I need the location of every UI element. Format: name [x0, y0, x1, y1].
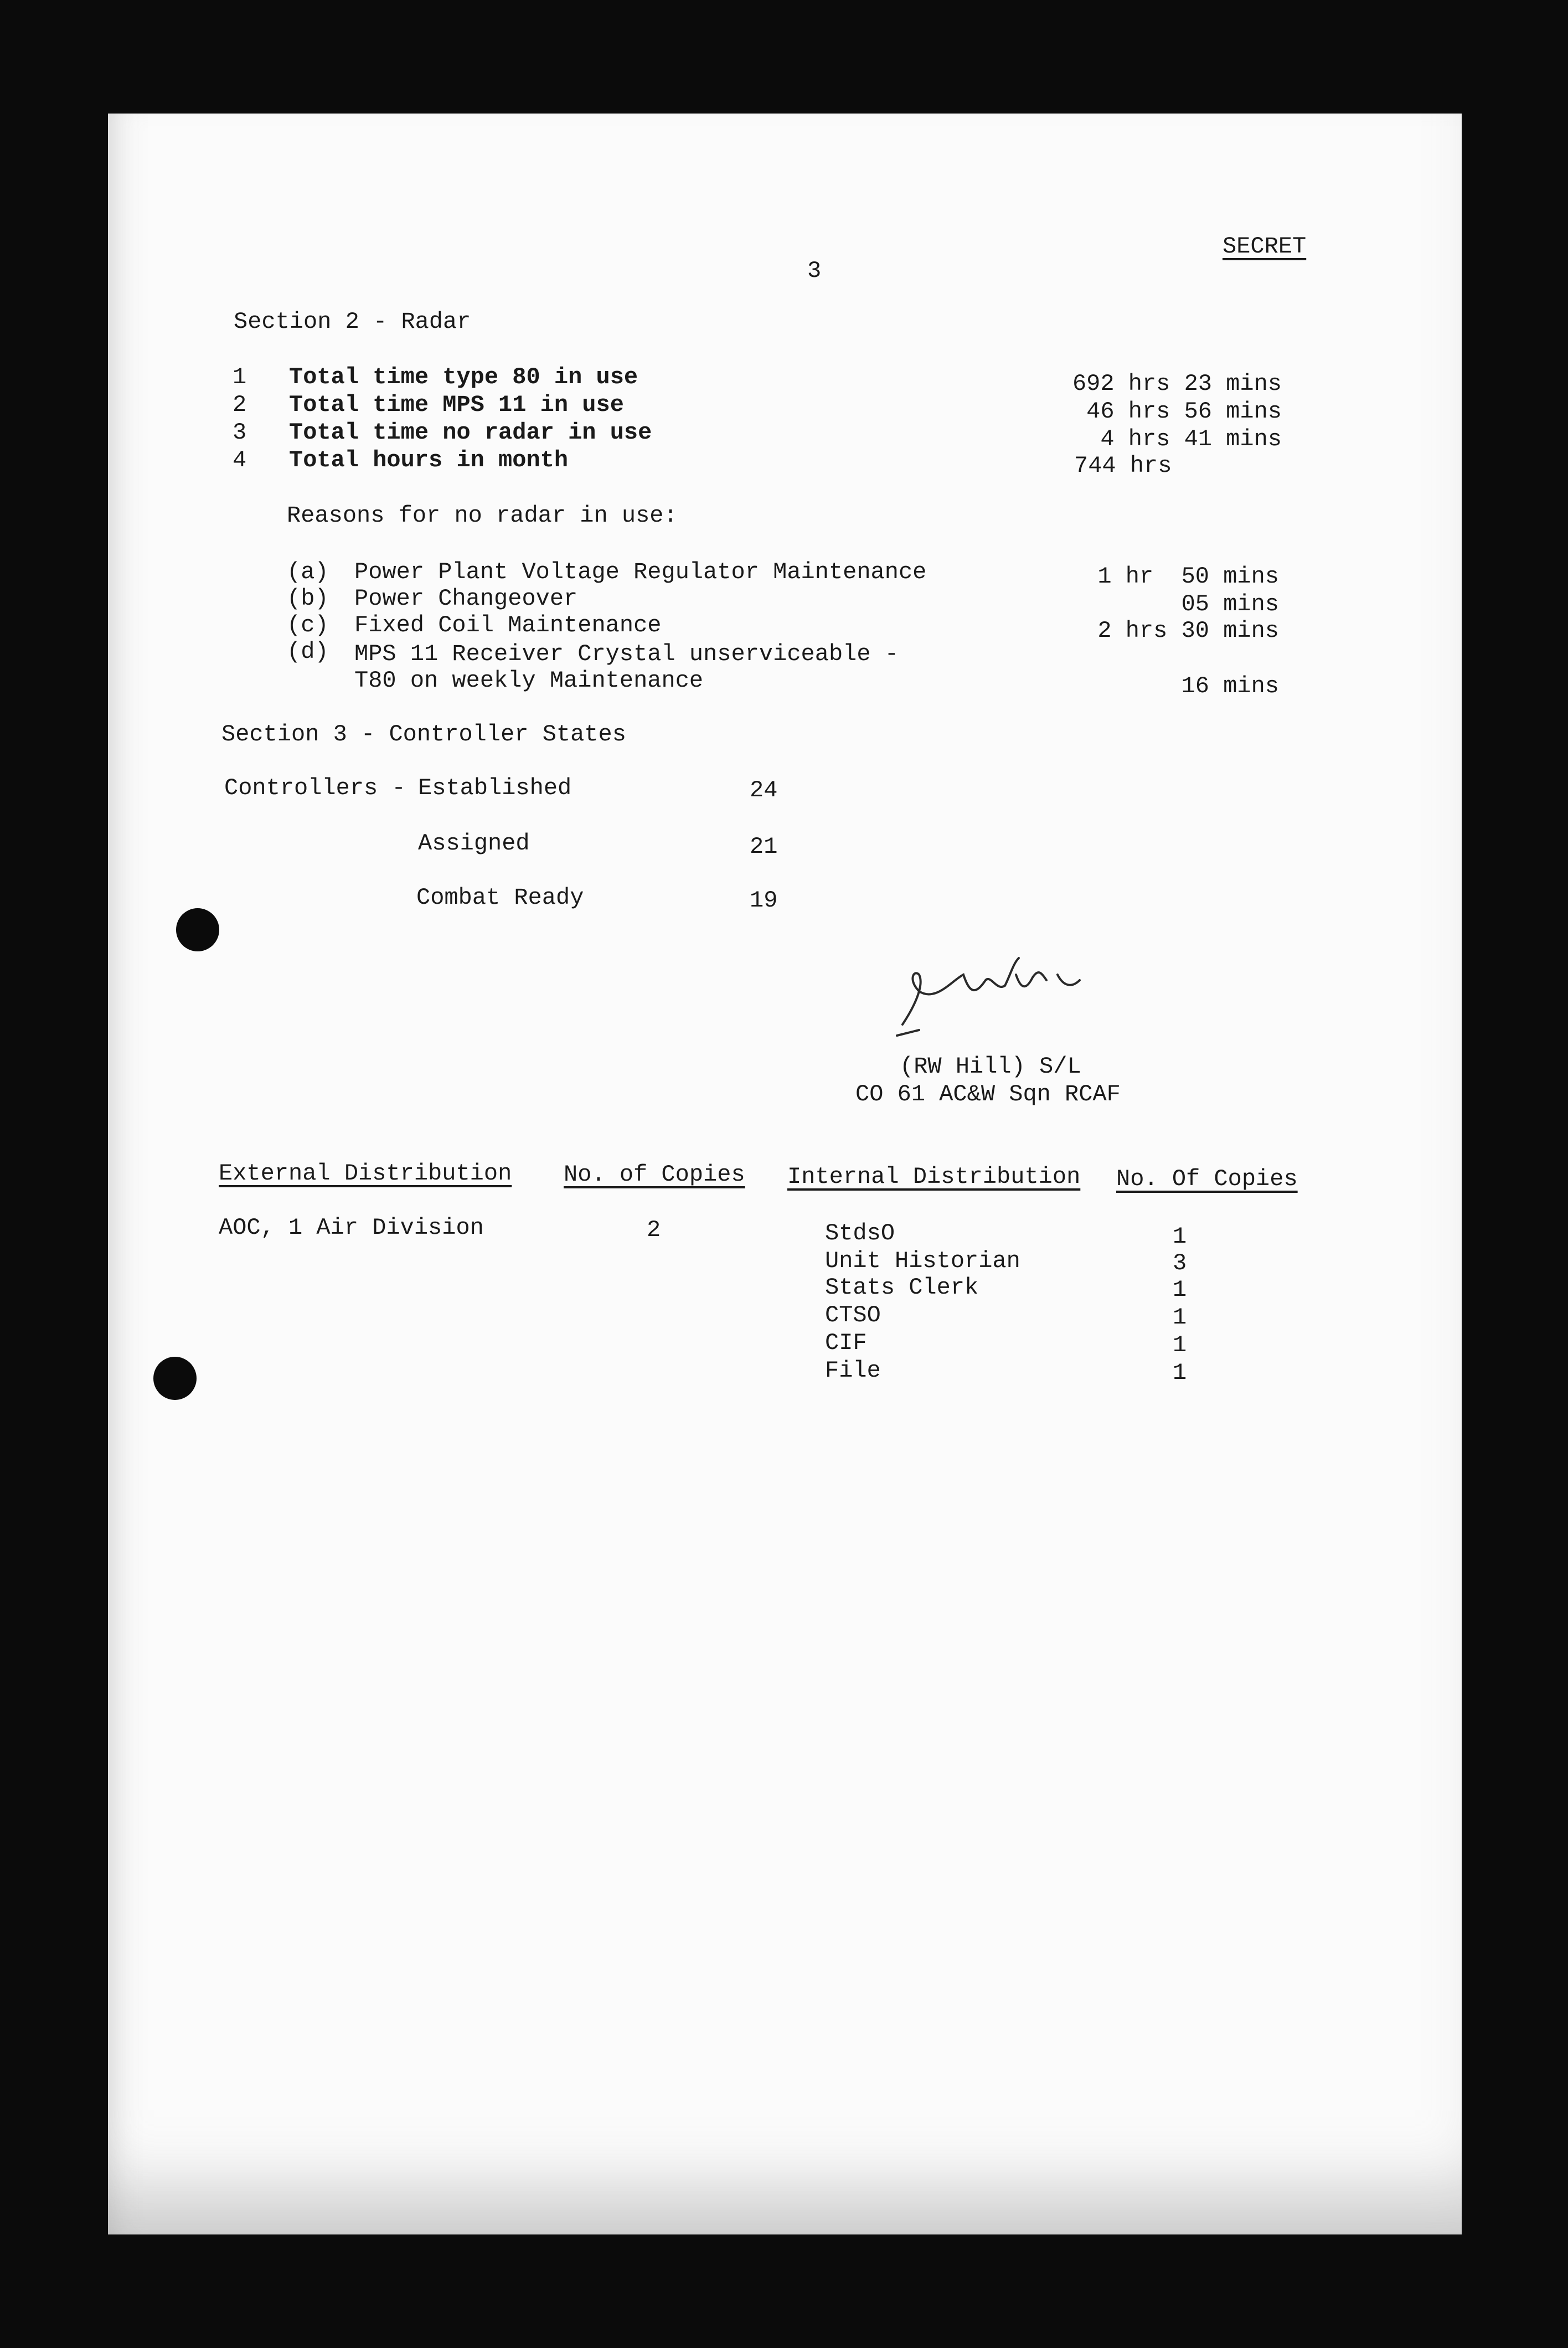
internal-recipient: StdsO	[825, 1220, 895, 1247]
item-value: 4 hrs 41 mins	[1100, 426, 1282, 452]
controller-row-value: 19	[750, 887, 778, 914]
item-label: Total hours in month	[289, 447, 569, 473]
reason-text: Fixed Coil Maintenance	[354, 612, 662, 639]
external-copies-header: No. of Copies	[564, 1161, 745, 1188]
page-number: 3	[807, 258, 822, 284]
signatory-name: (RW Hill) S/L	[900, 1053, 1081, 1080]
internal-recipient: Unit Historian	[825, 1248, 1020, 1274]
classification-marking: SECRET	[1223, 233, 1307, 260]
reason-letter: (b)	[287, 585, 329, 612]
reason-value: 16 mins	[1181, 673, 1279, 699]
internal-copies: 1	[1173, 1332, 1187, 1358]
internal-copies-header: No. Of Copies	[1116, 1166, 1298, 1192]
external-copies: 2	[647, 1217, 661, 1243]
section3-title: Section 3 - Controller States	[221, 721, 626, 748]
controller-row-label: Assigned	[418, 830, 530, 857]
internal-copies: 1	[1173, 1304, 1187, 1331]
internal-copies: 1	[1173, 1360, 1187, 1386]
controller-row-value: 24	[750, 777, 778, 804]
controller-row-label: Combat Ready	[416, 884, 584, 911]
reasons-heading: Reasons for no radar in use:	[287, 502, 678, 529]
internal-copies: 1	[1173, 1276, 1187, 1303]
section2-title: Section 2 - Radar	[234, 308, 471, 335]
internal-distribution-header: Internal Distribution	[787, 1163, 1081, 1190]
item-value: 692 hrs 23 mins	[1072, 370, 1282, 397]
external-recipient: AOC, 1 Air Division	[219, 1214, 484, 1241]
item-value: 46 hrs 56 mins	[1086, 398, 1282, 425]
item-number: 4	[233, 447, 247, 473]
item-number: 3	[233, 419, 247, 446]
item-label: Total time no radar in use	[289, 419, 652, 446]
internal-recipient: CTSO	[825, 1302, 881, 1329]
item-number: 1	[233, 364, 247, 390]
reason-value: 2 hrs 30 mins	[1097, 617, 1279, 644]
reason-value: 1 hr 50 mins	[1097, 563, 1279, 590]
reason-text-continued: T80 on weekly Maintenance	[354, 667, 704, 694]
internal-recipient: File	[825, 1357, 881, 1384]
item-number: 2	[233, 392, 247, 418]
internal-recipient: CIF	[825, 1330, 867, 1356]
reason-text: MPS 11 Receiver Crystal unserviceable -	[354, 641, 899, 667]
item-value: 744 hrs	[1074, 452, 1172, 479]
item-label: Total time MPS 11 in use	[289, 392, 624, 418]
internal-copies: 1	[1173, 1223, 1187, 1250]
handwritten-signature	[880, 941, 1113, 1041]
reason-letter: (d)	[287, 639, 329, 665]
reason-letter: (a)	[287, 559, 329, 585]
controller-row-value: 21	[750, 833, 778, 860]
item-label: Total time type 80 in use	[289, 364, 638, 390]
controllers-label: Controllers -	[224, 775, 406, 801]
punch-hole-top	[176, 908, 219, 951]
internal-copies: 3	[1173, 1250, 1187, 1276]
reason-letter: (c)	[287, 612, 329, 639]
internal-recipient: Stats Clerk	[825, 1274, 979, 1301]
signatory-title: CO 61 AC&W Sqn RCAF	[855, 1081, 1121, 1108]
external-distribution-header: External Distribution	[219, 1160, 512, 1187]
reason-text: Power Changeover	[354, 585, 578, 612]
punch-hole-bottom	[153, 1357, 197, 1400]
controller-row-label: Established	[418, 775, 572, 801]
reason-text: Power Plant Voltage Regulator Maintenance	[354, 559, 927, 585]
reason-value: 05 mins	[1181, 591, 1279, 617]
